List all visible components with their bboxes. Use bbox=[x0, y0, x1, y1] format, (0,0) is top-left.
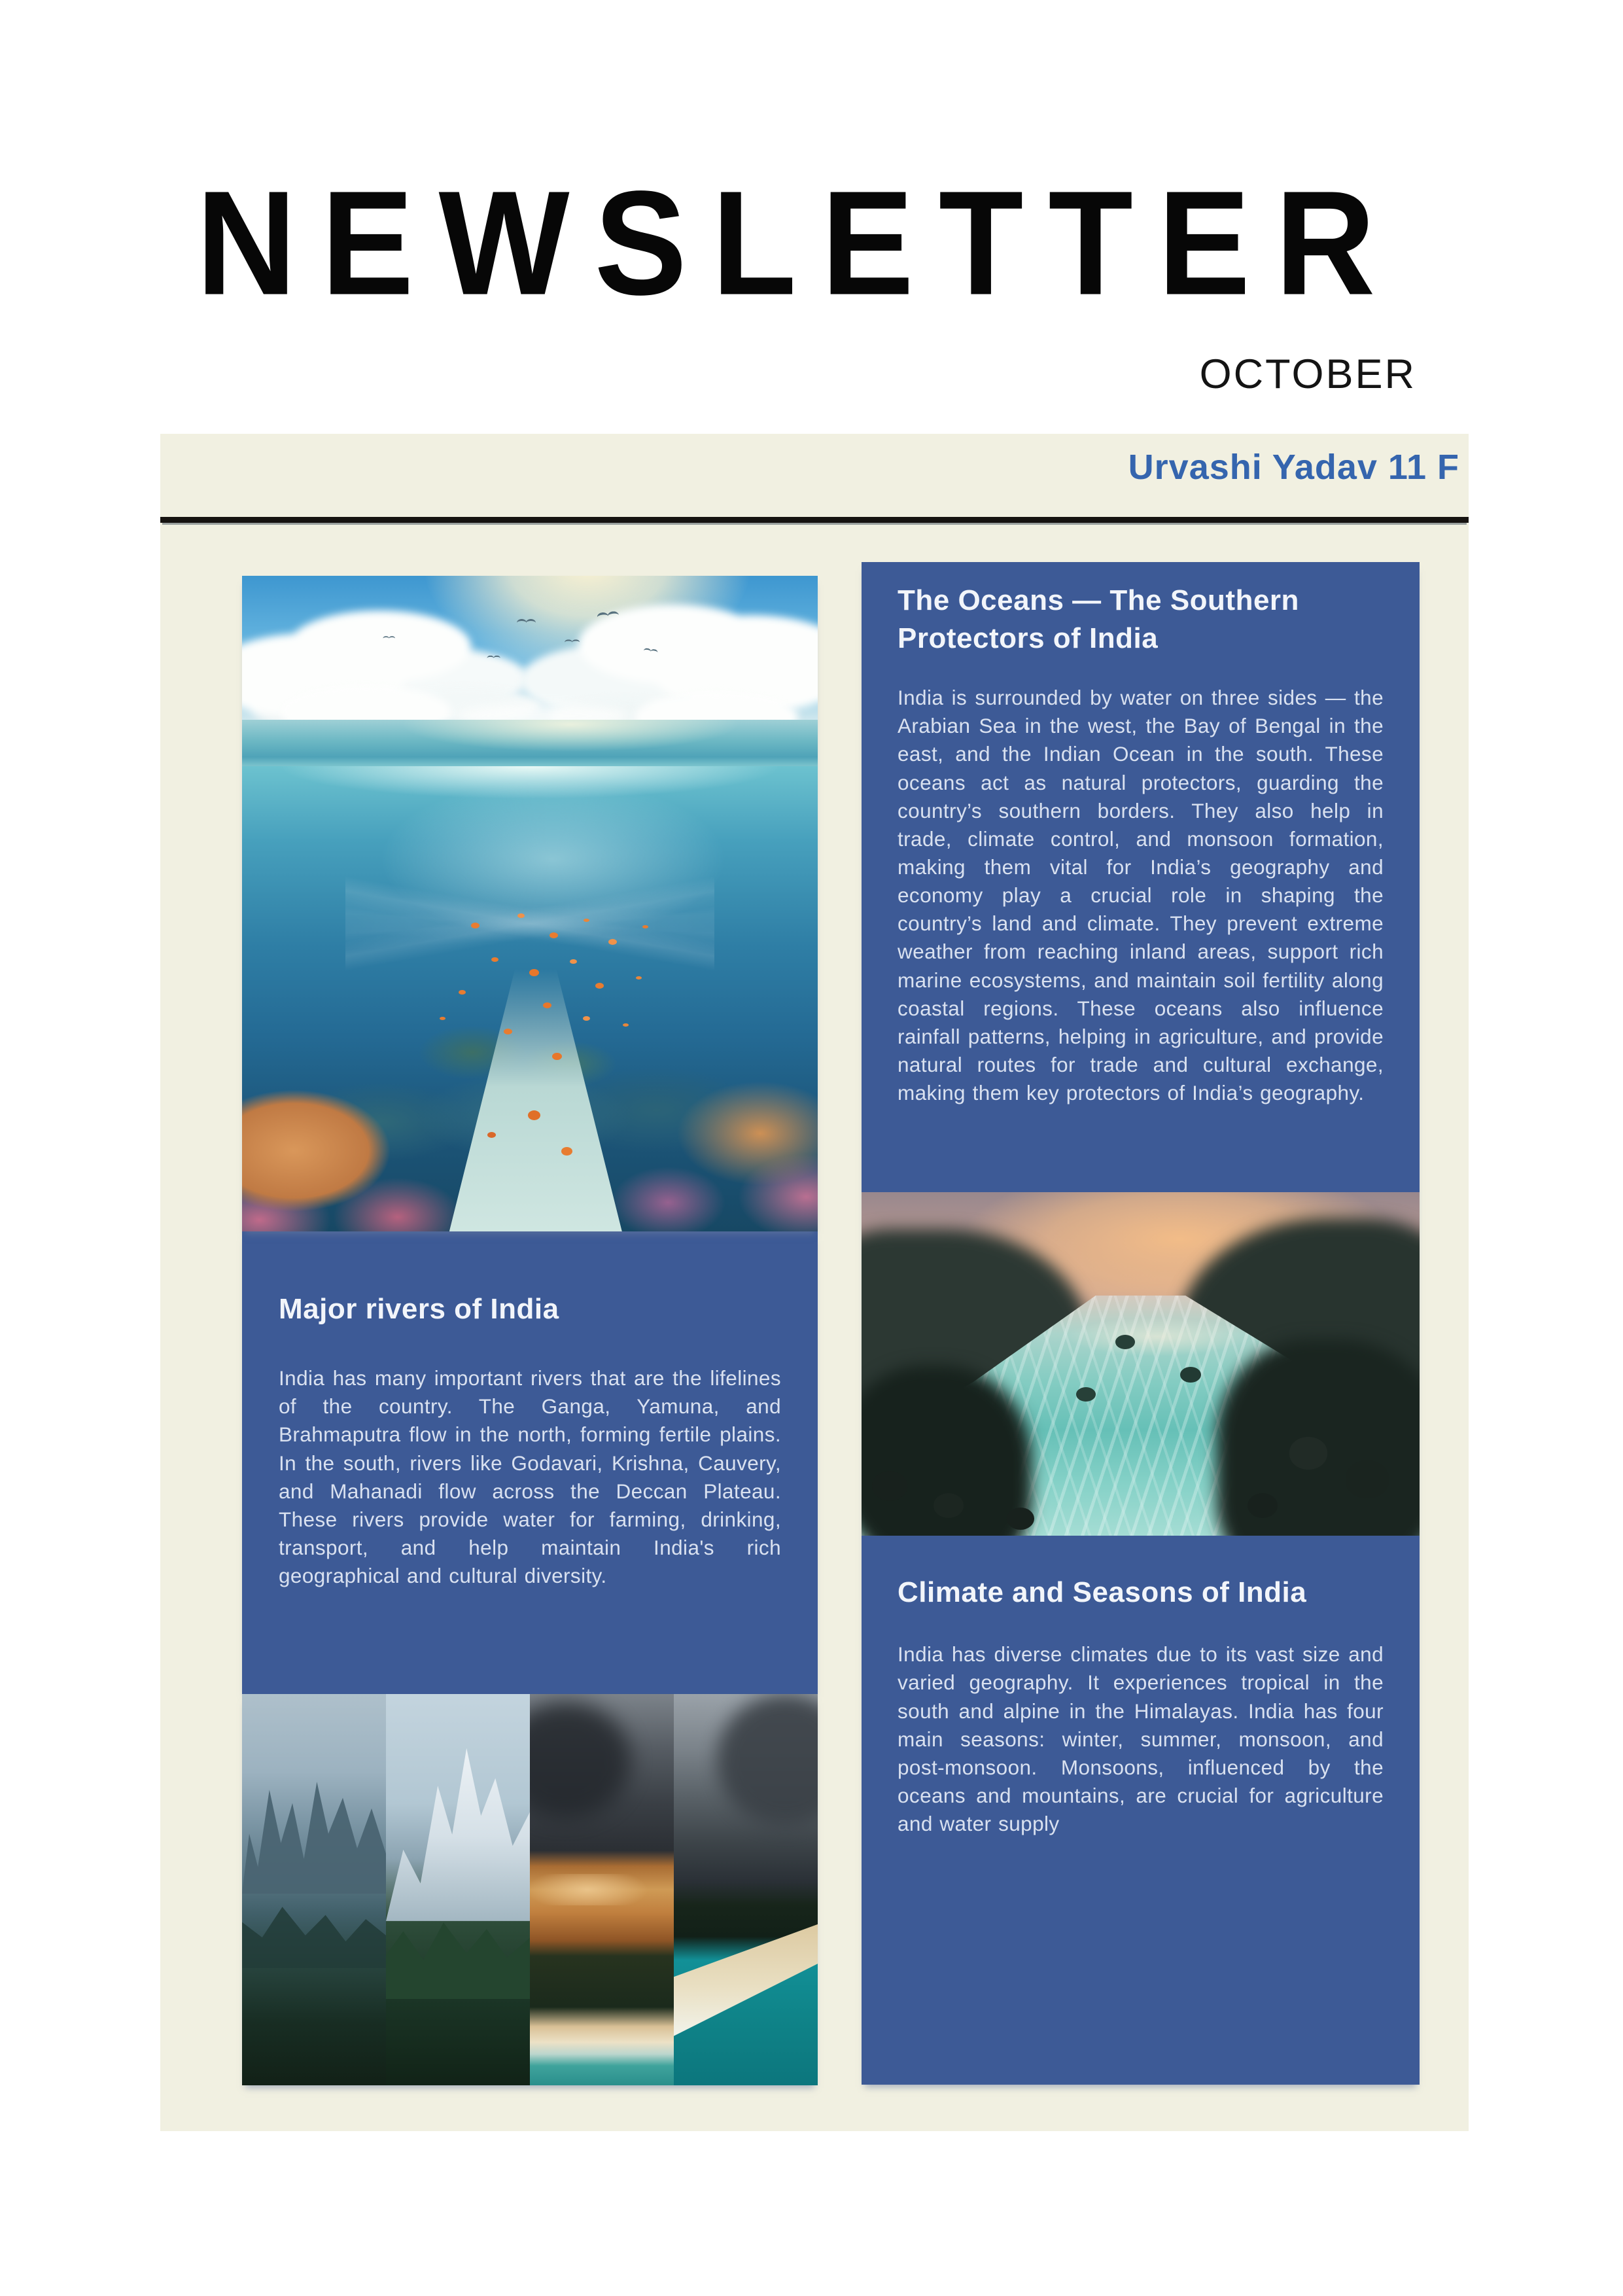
newsletter-title: NEWSLETTER bbox=[196, 160, 1401, 326]
climate-body: India has diverse climates due to its vast size and varied geography. It experiences tropical in the south and alpine in the Himalayas. India has four main seasons: winter, summer, monsoon, and post-monsoon. Monsoons, influenced by the oceans and mountains, are crucial for agriculture and water supply bbox=[898, 1642, 1384, 1836]
rivers-card bbox=[242, 1231, 818, 1694]
sun-reflection-layer bbox=[1029, 1309, 1285, 1364]
collage-slice-snow-peak bbox=[386, 1694, 530, 2085]
newsletter-month: OCTOBER bbox=[1199, 351, 1416, 397]
bird-icon bbox=[517, 619, 536, 627]
rocks-right bbox=[1217, 1339, 1420, 1536]
divider-rule bbox=[160, 517, 1469, 523]
rivers-heading: Major rivers of India bbox=[279, 1293, 559, 1325]
collage-slice-coast-storm bbox=[674, 1694, 818, 2085]
author-byline: Urvashi Yadav 11 F bbox=[1128, 448, 1459, 487]
rivers-body: India has many important rivers that are the lifelines of the country. The Ganga, Yamuna, and Brahmaputra flow in the north, forming fertile plains. In the south, rivers like Godavari, Krishna, Cauvery, and Mahanadi flow across the Deccan Plateau. These rivers provide water for farming, drinking, transport, and help maintain India's rich geographical and cultural diversity. bbox=[279, 1366, 781, 1588]
sea-surface-layer bbox=[242, 720, 818, 766]
climate-heading: Climate and Seasons of India bbox=[898, 1576, 1307, 1609]
oceans-body: India is surrounded by water on three sides — the Arabian Sea in the west, the Bay of Bengal in the east, and the Indian Ocean in the south. These oceans act as natural protectors, guarding the country’s southern borders. They also help in trade, climate control, and monsoon formation, making them vital for India’s geography and economy play a crucial role in shaping the country’s land and climate. They prevent extreme weather from reaching inland areas, support rich marine ecosystems, and maintain soil fertility along coastal regions. These oceans also influence rainfall patterns, helping in agriculture, and provide natural routes for trade and cultural exchange, making them key protectors of India’s geography. bbox=[898, 686, 1384, 1105]
river-photo bbox=[862, 1192, 1420, 1536]
content-sheet bbox=[160, 434, 1469, 2131]
left-column bbox=[242, 576, 818, 2085]
oceans-card bbox=[862, 562, 1420, 2085]
climate-collage-photo bbox=[242, 1694, 818, 2085]
bird-icon bbox=[565, 639, 580, 646]
collage-slice-desert-storm bbox=[530, 1694, 674, 2085]
oceans-heading: The Oceans — The Southern Protectors of India bbox=[898, 584, 1299, 655]
bird-icon bbox=[487, 656, 501, 661]
underwater-photo bbox=[242, 576, 818, 1231]
bird-icon bbox=[383, 636, 396, 641]
collage-slice-misty-mountains bbox=[242, 1694, 386, 2085]
